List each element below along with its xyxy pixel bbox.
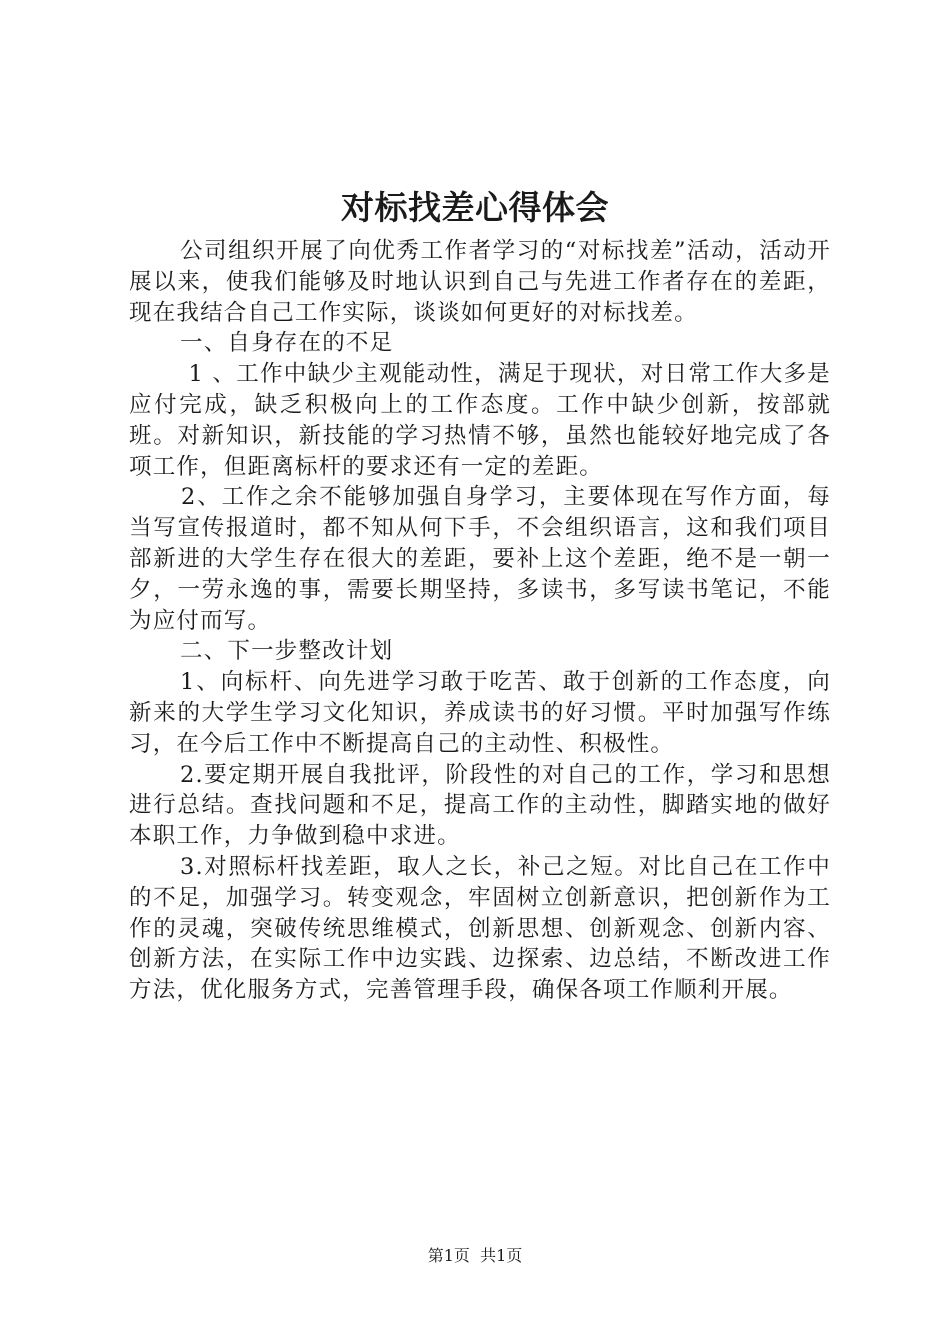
intro-paragraph: 公司组织开展了向优秀工作者学习的“对标找差”活动，活动开展以来，使我们能够及时地认识到自己与先进工作者存在的差距，现在我结合自己工作实际，谈谈如何更好的对标找差。 (129, 238, 831, 326)
plan-item-3: 3.对照标杆找差距，取人之长，补己之短。对比自己在工作中的不足，加强学习。转变观念，牢固树立创新意识，把创新作为工作的灵魂，突破传统思维模式，创新思想、创新观念、创新内容、创新方法，在实际工作中边实践、边探索、边总结，不断改进工作方法，优化服务方式，完善管理手段，确保各项工作顺利开展。 (129, 853, 831, 1004)
page-number-footer: 第1页 共1页 (427, 1246, 523, 1265)
shortcoming-item-1: 1 、工作中缺少主观能动性，满足于现状，对日常工作大多是应付完成，缺乏积极向上的工作态度。工作中缺少创新，按部就班。对新知识，新技能的学习热情不够，虽然也能较好地完成了各项工作，但距离标杆的要求还有一定的差距。 (129, 361, 831, 480)
plan-item-1: 1、向标杆、向先进学习敢于吃苦、敢于创新的工作态度，向新来的大学生学习文化知识，养成读书的好习惯。平时加强写作练习，在今后工作中不断提高自己的主动性、积极性。 (129, 669, 831, 757)
document-title: 对标找差心得体会 (341, 188, 609, 227)
section-heading-shortcomings: 一、自身存在的不足 (180, 330, 394, 357)
shortcoming-item-2: 2、工作之余不能够加强自身学习，主要体现在写作方面，每当写宣传报道时，都不知从何下手，不会组织语言，这和我们项目部新进的大学生存在很大的差距，要补上这个差距，绝不是一朝一夕，一劳永逸的事，需要长期坚持，多读书，多写读书笔记，不能为应付而写。 (129, 484, 831, 634)
section-heading-plan: 二、下一步整改计划 (180, 638, 394, 665)
plan-item-2: 2.要定期开展自我批评，阶段性的对自己的工作，学习和思想进行总结。查找问题和不足，提高工作的主动性，脚踏实地的做好本职工作，力争做到稳中求进。 (129, 761, 831, 850)
document-body (129, 236, 831, 1006)
